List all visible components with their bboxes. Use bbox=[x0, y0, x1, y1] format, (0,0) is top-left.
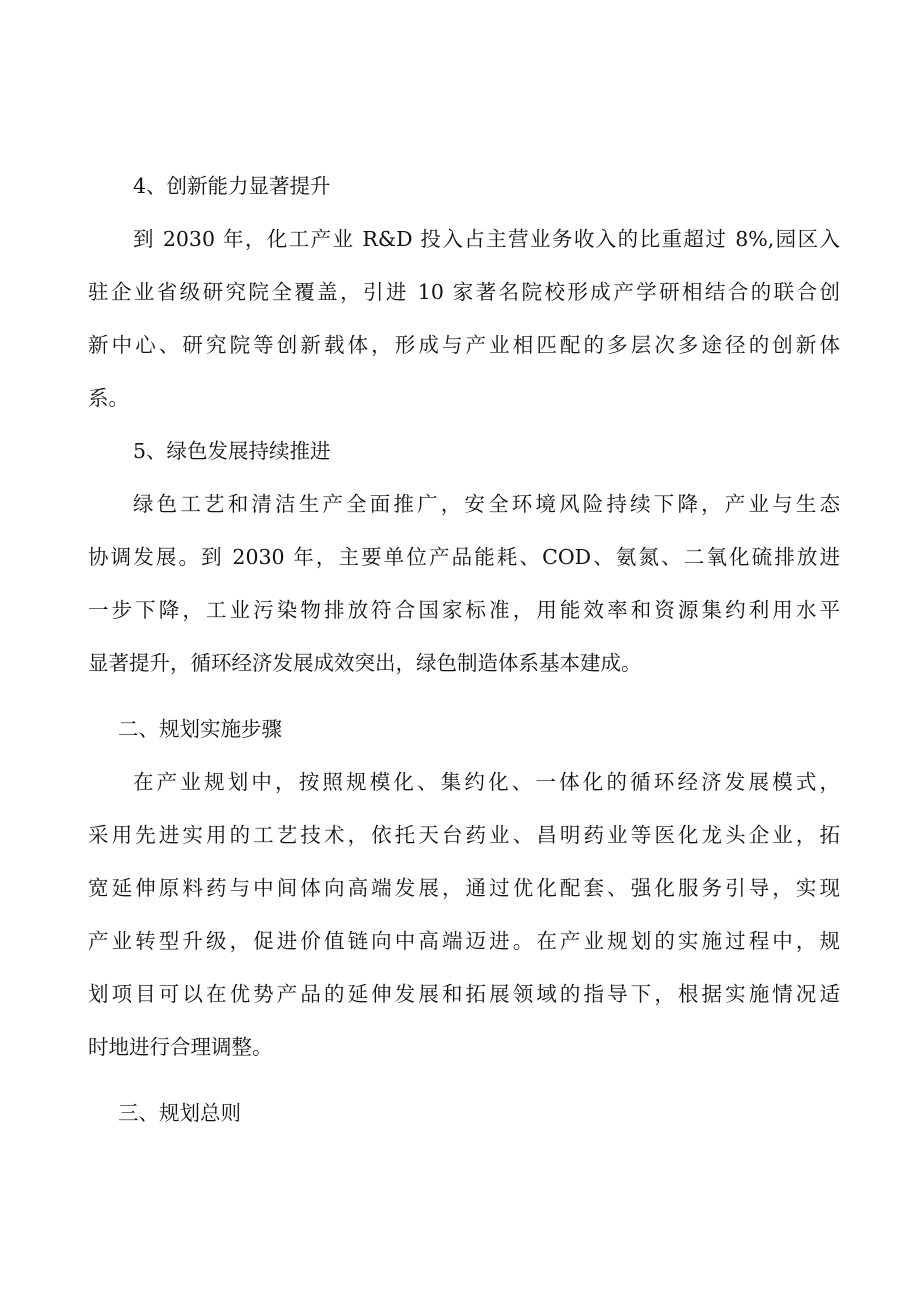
section-two-line-5: 划项目可以在优势产品的延伸发展和拓展领域的指导下，根据实施情况适 bbox=[88, 982, 840, 1006]
section-two-line-6: 时地进行合理调整。 bbox=[88, 1035, 273, 1059]
section-4-heading: 4、创新能力显著提升 bbox=[133, 174, 331, 198]
section-4-line-4: 系。 bbox=[88, 386, 129, 410]
section-two-line-1: 在产业规划中，按照规模化、集约化、一体化的循环经济发展模式， bbox=[133, 770, 840, 794]
section-two-heading: 二、规划实施步骤 bbox=[118, 717, 282, 741]
section-two-line-3: 宽延伸原料药与中间体向高端发展，通过优化配套、强化服务引导，实现 bbox=[88, 876, 840, 900]
section-4-line-1: 到 2030 年，化工产业 R&D 投入占主营业务收入的比重超过 8%,园区入 bbox=[133, 227, 840, 251]
section-5-line-3: 一步下降，工业污染物排放符合国家标准，用能效率和资源集约利用水平 bbox=[88, 598, 840, 622]
section-4-line-2: 驻企业省级研究院全覆盖，引进 10 家著名院校形成产学研相结合的联合创 bbox=[88, 280, 840, 304]
section-4-line-3: 新中心、研究院等创新载体，形成与产业相匹配的多层次多途径的创新体 bbox=[88, 333, 840, 357]
section-three-heading: 三、规划总则 bbox=[118, 1101, 241, 1125]
section-5-line-4: 显著提升，循环经济发展成效突出，绿色制造体系基本建成。 bbox=[88, 651, 642, 675]
section-two-line-4: 产业转型升级，促进价值链向中高端迈进。在产业规划的实施过程中，规 bbox=[88, 929, 840, 953]
section-two-line-2: 采用先进实用的工艺技术，依托天台药业、昌明药业等医化龙头企业，拓 bbox=[88, 823, 840, 847]
section-5-line-1: 绿色工艺和清洁生产全面推广，安全环境风险持续下降，产业与生态 bbox=[133, 492, 840, 516]
section-5-heading: 5、绿色发展持续推进 bbox=[133, 439, 331, 463]
section-5-line-2: 协调发展。到 2030 年，主要单位产品能耗、COD、氨氮、二氧化硫排放进 bbox=[88, 545, 840, 569]
